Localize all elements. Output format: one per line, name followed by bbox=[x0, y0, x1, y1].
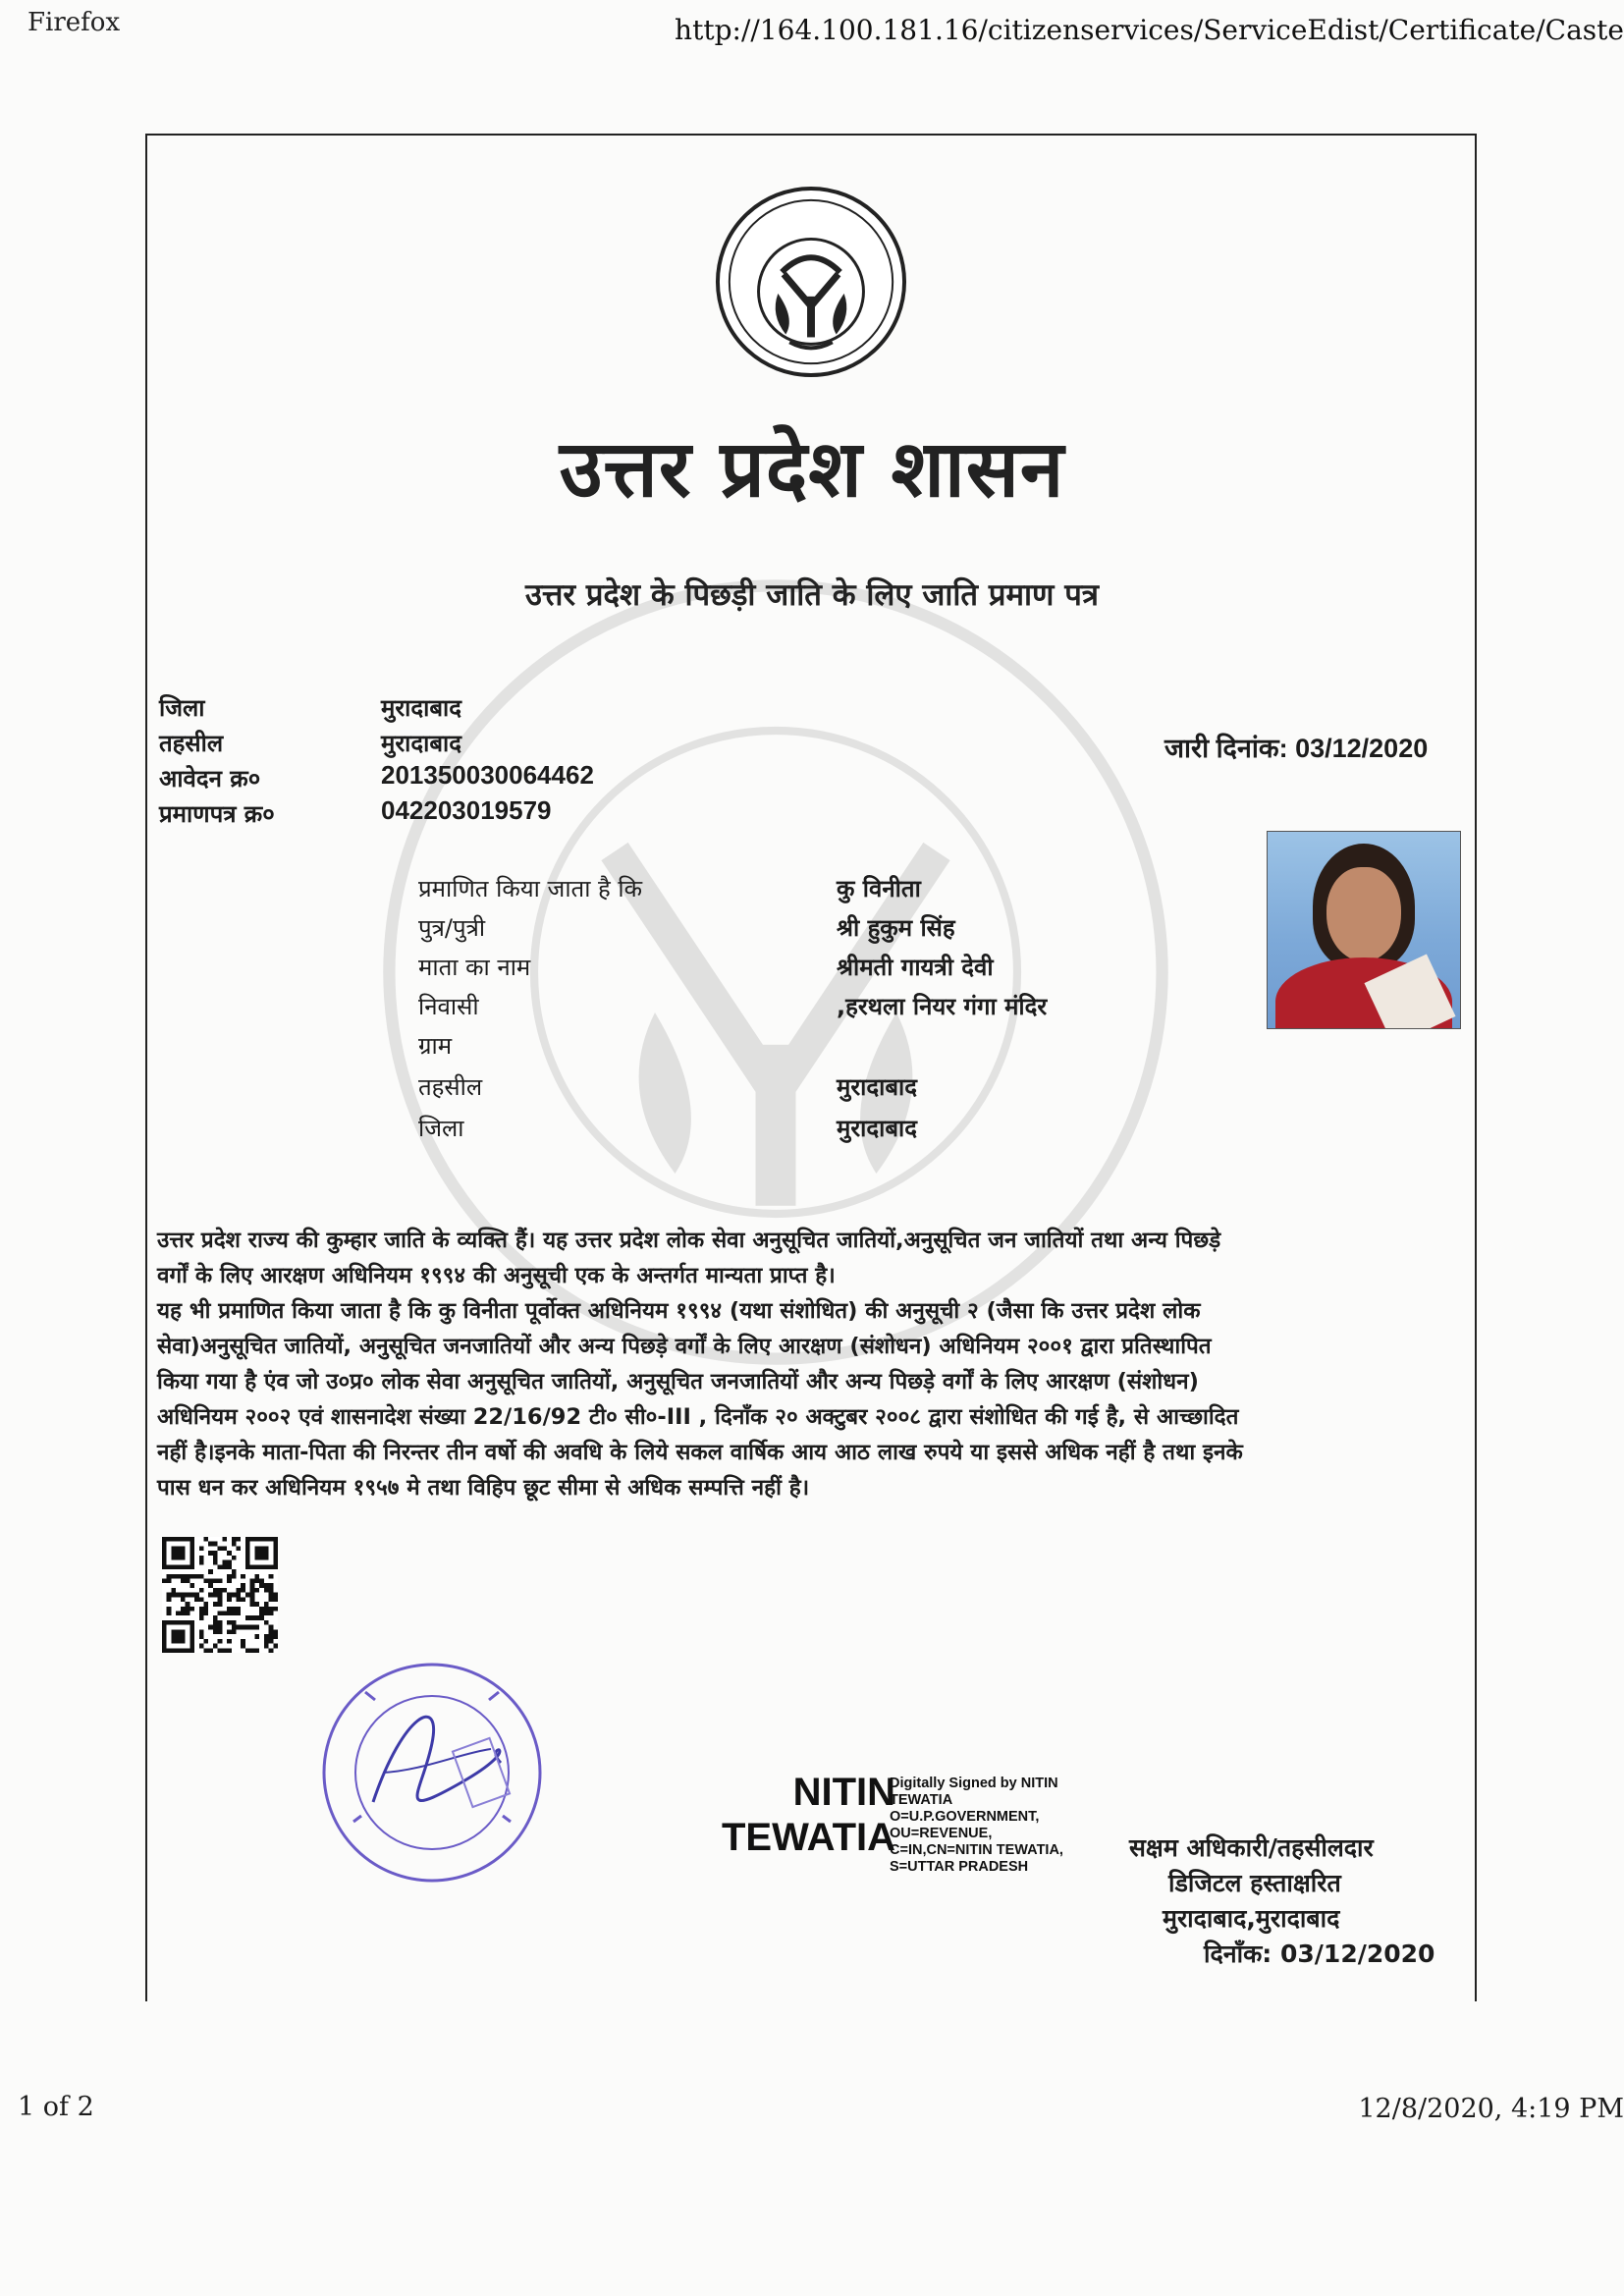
certificate-header-title: उत्तर प्रदेश शासन bbox=[559, 423, 1065, 515]
application-label: आवेदन क्र० bbox=[159, 765, 261, 793]
district-value: मुरादाबाद bbox=[381, 694, 462, 722]
page-number: 1 of 2 bbox=[18, 2092, 94, 2122]
signer-first-name: NITIN bbox=[792, 1771, 895, 1814]
field-value-name: कु विनीता bbox=[837, 875, 921, 902]
print-timestamp: 12/8/2020, 4:19 PM bbox=[1358, 2094, 1624, 2124]
application-number: 201350030064462 bbox=[381, 760, 594, 790]
tehsil-value: मुरादाबाद bbox=[381, 730, 462, 757]
digital-signature-details bbox=[890, 1776, 1063, 1876]
field-value-tehsil: मुरादाबाद bbox=[837, 1073, 918, 1101]
district-label: जिला bbox=[159, 694, 205, 722]
signer-last-name: TEWATIA bbox=[721, 1816, 895, 1859]
authority-date: दिनाँक: 03/12/2020 bbox=[1204, 1940, 1435, 1968]
applicant-photo bbox=[1267, 831, 1461, 1029]
qr-code-icon bbox=[160, 1537, 280, 1653]
browser-name: Firefox bbox=[27, 8, 121, 37]
body-line: अधिनियम २००२ एवं शासनादेश संख्या 22/16/92 टी० सी०-III , दिनाँक २० अक्टुबर २००८ द्वारा संशोधित की गई है, से आच्छादित bbox=[157, 1404, 1239, 1430]
certificate-number: 042203019579 bbox=[381, 795, 552, 825]
field-label-mother: माता का नाम bbox=[418, 954, 531, 981]
dsig-line: TEWATIA bbox=[890, 1792, 953, 1808]
field-value-mother: श्रीमती गायत्री देवी bbox=[837, 954, 994, 981]
office-stamp-icon bbox=[314, 1655, 550, 1890]
page-url: http://164.100.181.16/citizenservices/ServiceEdist/Certificate/Caste bbox=[675, 14, 1624, 46]
up-government-emblem-icon bbox=[714, 185, 908, 379]
dsig-line: O=U.P.GOVERNMENT, bbox=[890, 1809, 1040, 1825]
certificate-number-label: प्रमाणपत्र क्र० bbox=[159, 800, 275, 828]
body-line: उत्तर प्रदेश राज्य की कुम्हार जाति के व्यक्ति हैं। यह उत्तर प्रदेश लोक सेवा अनुसूचित जातियों,अनुसूचित जन जातियों तथा अन्य पिछड़े bbox=[157, 1228, 1221, 1253]
issue-date: जारी दिनांक: 03/12/2020 bbox=[1164, 734, 1429, 763]
body-line: वर्गों के लिए आरक्षण अधिनियम १९९४ की अनुसूची एक के अन्तर्गत मान्यता प्राप्त है। bbox=[157, 1263, 836, 1288]
digital-signature-name bbox=[687, 1770, 895, 1860]
dsig-line: C=IN,CN=NITIN TEWATIA, bbox=[890, 1842, 1063, 1858]
body-line: यह भी प्रमाणित किया जाता है कि कु विनीता पूर्वोक्त अधिनियम १९९४ (यथा संशोधित) की अनुसूची २ (जैसा कि उत्तर प्रदेश लोक bbox=[157, 1298, 1201, 1324]
authority-digital-signed: डिजिटल हस्ताक्षरित bbox=[1168, 1869, 1341, 1897]
authority-title: सक्षम अधिकारी/तहसीलदार bbox=[1129, 1833, 1374, 1862]
dsig-line: OU=REVENUE, bbox=[890, 1826, 993, 1841]
authority-location: मुरादाबाद,मुरादाबाद bbox=[1163, 1904, 1340, 1933]
body-line: पास धन कर अधिनियम १९५७ मे तथा विहिप छूट सीमा से अधिक सम्पत्ति नहीं है। bbox=[157, 1475, 810, 1501]
field-label-tehsil: तहसील bbox=[418, 1073, 483, 1101]
field-label-certified: प्रमाणित किया जाता है कि bbox=[418, 875, 643, 902]
field-label-parent: पुत्र/पुत्री bbox=[418, 914, 486, 942]
field-value-district: मुरादाबाद bbox=[837, 1115, 918, 1142]
certificate-sub-title: उत्तर प्रदेश के पिछड़ी जाति के लिए जाति प्रमाण पत्र bbox=[525, 577, 1099, 613]
field-label-resident: निवासी bbox=[418, 993, 479, 1020]
field-value-resident: ,हरथला नियर गंगा मंदिर bbox=[837, 993, 1048, 1020]
tehsil-label: तहसील bbox=[159, 730, 224, 757]
field-label-district: जिला bbox=[418, 1115, 464, 1142]
dsig-line: S=UTTAR PRADESH bbox=[890, 1859, 1029, 1875]
dsig-line: Digitally Signed by NITIN bbox=[890, 1776, 1058, 1791]
field-value-father: श्री हुकुम सिंह bbox=[837, 914, 955, 942]
body-line: नहीं है।इनके माता-पिता की निरन्तर तीन वर्षो की अवधि के लिये सकल वार्षिक आय आठ लाख रुपये या इससे अधिक नहीं है तथा इनके bbox=[157, 1440, 1243, 1465]
field-label-village: ग्राम bbox=[418, 1032, 453, 1060]
body-line: सेवा)अनुसूचित जातियों, अनुसूचित जनजातियों और अन्य पिछड़े वर्गों के लिए आरक्षण (संशोधन) अधिनियम २००१ द्वारा प्रतिस्थापित bbox=[157, 1334, 1212, 1359]
body-line: किया गया है एंव जो उ०प्र० लोक सेवा अनुसूचित जातियों, अनुसूचित जनजातियों और अन्य पिछड़े वर्गों के लिए आरक्षण (संशोधन) bbox=[157, 1369, 1199, 1394]
